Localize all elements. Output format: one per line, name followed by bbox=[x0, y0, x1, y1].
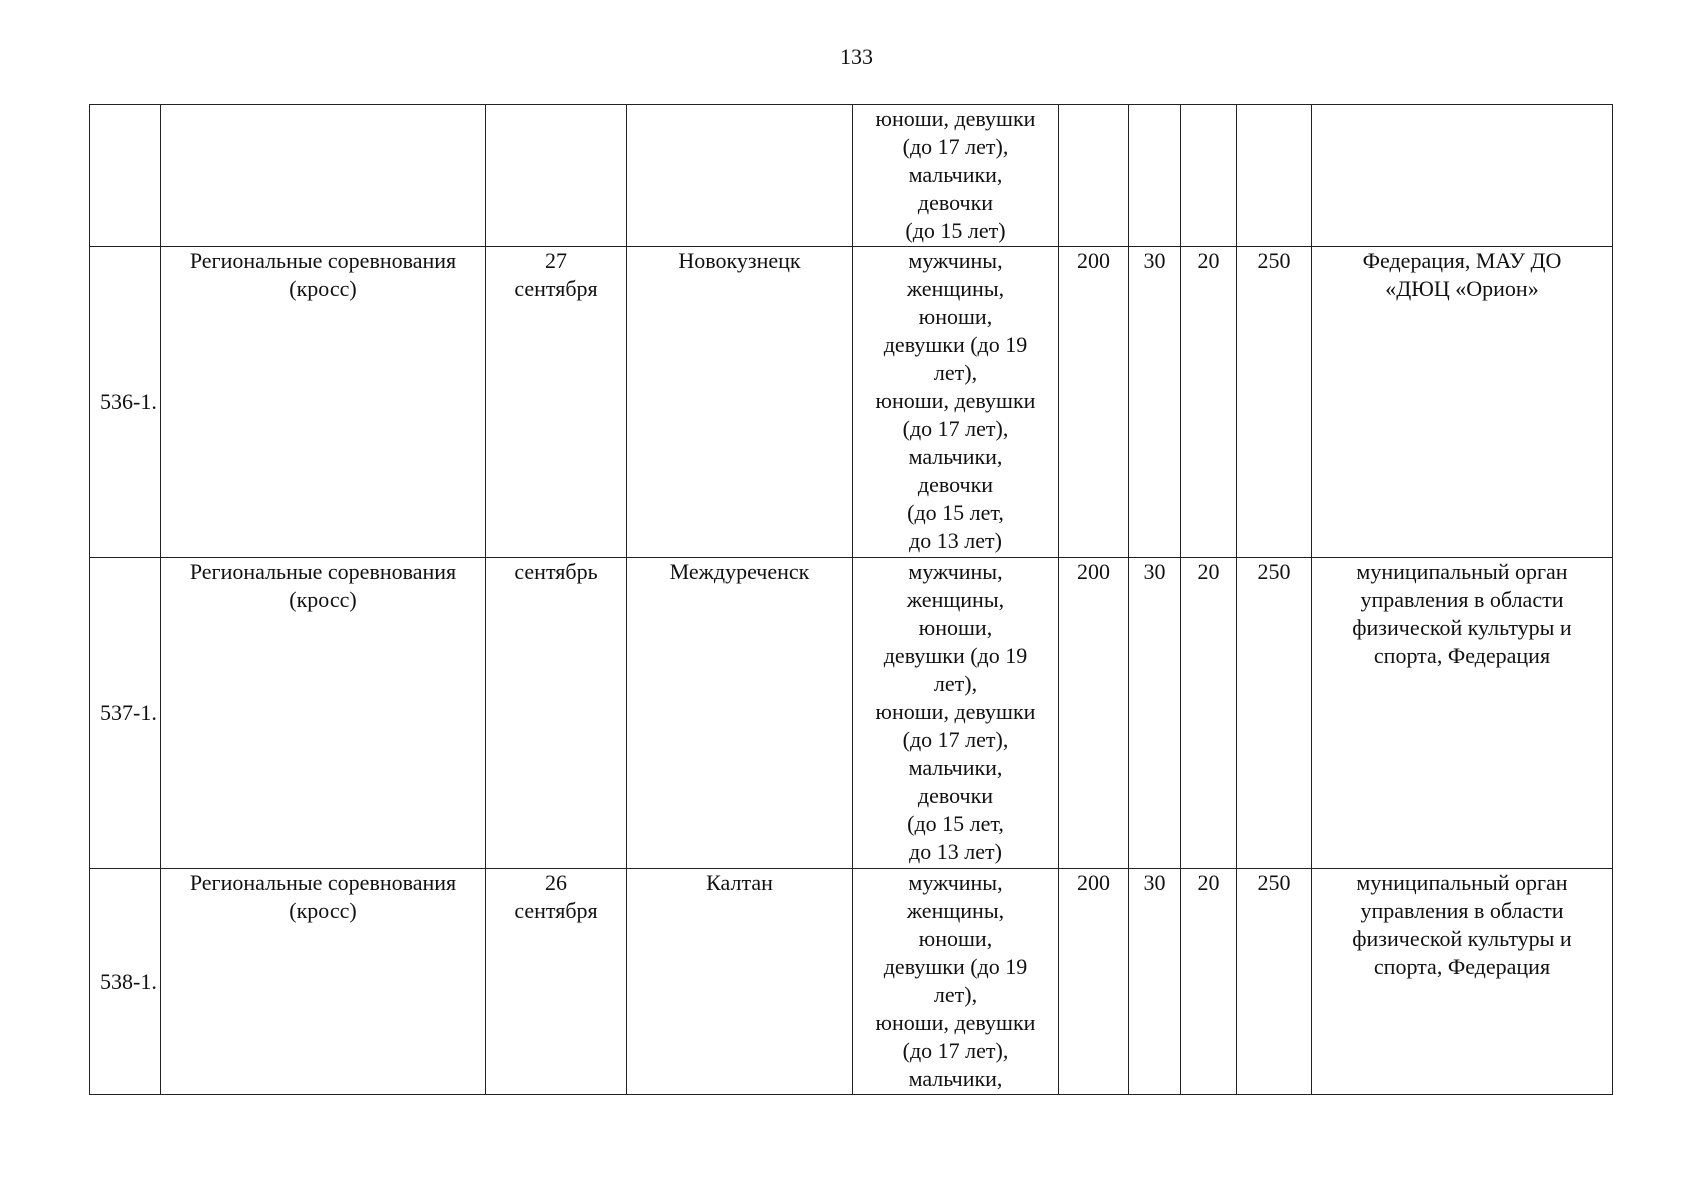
date-cell bbox=[486, 869, 627, 1095]
count-cell: 30 bbox=[1129, 869, 1181, 1095]
participants-line: лет), bbox=[933, 982, 978, 1007]
participants-line: (до 17 лет), bbox=[902, 134, 1009, 159]
organizer-cell bbox=[1312, 869, 1613, 1095]
table-row bbox=[90, 869, 1613, 1095]
organizer-line: физической культуры и bbox=[1352, 926, 1572, 951]
participants-line: девочки bbox=[917, 472, 994, 497]
participants-cell bbox=[853, 247, 1059, 558]
date-line: 27 bbox=[545, 248, 567, 273]
organizer-cell bbox=[1312, 558, 1613, 869]
participants-line: девушки (до 19 bbox=[883, 643, 1028, 668]
event-cell bbox=[161, 869, 486, 1095]
date-cell bbox=[486, 105, 627, 247]
participants-line: юноши, девушки bbox=[875, 106, 1036, 131]
organizer-line: «ДЮЦ «Орион» bbox=[1385, 276, 1539, 301]
table-row bbox=[90, 558, 1613, 869]
location-cell: Междуреченск bbox=[627, 558, 853, 869]
location-cell: Калтан bbox=[627, 869, 853, 1095]
number-cell: 538-1. bbox=[90, 869, 161, 1095]
participants-line: девушки (до 19 bbox=[883, 954, 1028, 979]
participants-line: девочки bbox=[917, 783, 994, 808]
participants-line: мальчики, bbox=[908, 1066, 1003, 1091]
count-cell bbox=[1059, 105, 1129, 247]
participants-line: мужчины, bbox=[908, 559, 1003, 584]
participants-line: женщины, bbox=[906, 898, 1005, 923]
participants-line: лет), bbox=[933, 360, 978, 385]
participants-line: мальчики, bbox=[908, 444, 1003, 469]
organizer-line: спорта, Федерация bbox=[1373, 954, 1551, 979]
count-cell: 30 bbox=[1129, 558, 1181, 869]
event-line: (кросс) bbox=[289, 276, 357, 301]
organizer-line: спорта, Федерация bbox=[1373, 643, 1551, 668]
location-cell bbox=[627, 105, 853, 247]
count-cell: 250 bbox=[1237, 869, 1312, 1095]
organizer-line: управления в области bbox=[1360, 587, 1564, 612]
participants-line: (до 15 лет, bbox=[907, 500, 1004, 525]
organizer-cell bbox=[1312, 247, 1613, 558]
date-cell bbox=[486, 558, 627, 869]
count-cell: 20 bbox=[1181, 869, 1237, 1095]
count-cell: 200 bbox=[1059, 247, 1129, 558]
organizer-cell bbox=[1312, 105, 1613, 247]
count-cell bbox=[1129, 105, 1181, 247]
organizer-line: муниципальный орган bbox=[1356, 870, 1568, 895]
participants-line: мужчины, bbox=[908, 248, 1003, 273]
event-line: Региональные соревнования bbox=[189, 559, 457, 584]
count-cell: 20 bbox=[1181, 558, 1237, 869]
event-cell bbox=[161, 247, 486, 558]
participants-line: (до 17 лет), bbox=[902, 727, 1009, 752]
participants-cell bbox=[853, 558, 1059, 869]
participants-line: до 13 лет) bbox=[909, 839, 1002, 864]
participants-line: до 13 лет) bbox=[909, 528, 1002, 553]
events-table bbox=[89, 104, 1613, 1095]
participants-line: мальчики, bbox=[908, 162, 1003, 187]
event-line: Региональные соревнования bbox=[189, 248, 457, 273]
participants-line: (до 15 лет, bbox=[907, 811, 1004, 836]
number-cell bbox=[90, 105, 161, 247]
number-cell: 536-1. bbox=[90, 247, 161, 558]
participants-cell bbox=[853, 105, 1059, 247]
participants-line: девочки bbox=[917, 190, 994, 215]
event-line: (кросс) bbox=[289, 587, 357, 612]
participants-line: юноши, девушки bbox=[875, 388, 1036, 413]
organizer-line: муниципальный орган bbox=[1356, 559, 1568, 584]
participants-line: (до 17 лет), bbox=[902, 416, 1009, 441]
participants-line: юноши, девушки bbox=[875, 699, 1036, 724]
participants-line: женщины, bbox=[906, 587, 1005, 612]
participants-line: (до 15 лет) bbox=[905, 218, 1006, 243]
participants-cell bbox=[853, 869, 1059, 1095]
event-line: (кросс) bbox=[289, 898, 357, 923]
organizer-line: управления в области bbox=[1360, 898, 1564, 923]
organizer-line: физической культуры и bbox=[1352, 615, 1572, 640]
organizer-line: Федерация, МАУ ДО bbox=[1362, 248, 1562, 273]
location-cell: Новокузнецк bbox=[627, 247, 853, 558]
count-cell: 20 bbox=[1181, 247, 1237, 558]
number-cell: 537-1. bbox=[90, 558, 161, 869]
count-cell: 250 bbox=[1237, 247, 1312, 558]
participants-line: девушки (до 19 bbox=[883, 332, 1028, 357]
count-cell: 250 bbox=[1237, 558, 1312, 869]
participants-line: юноши, bbox=[918, 304, 993, 329]
date-line: 26 bbox=[545, 870, 567, 895]
participants-line: юноши, bbox=[918, 926, 993, 951]
participants-line: мужчины, bbox=[908, 870, 1003, 895]
count-cell bbox=[1237, 105, 1312, 247]
participants-line: мальчики, bbox=[908, 755, 1003, 780]
event-line: Региональные соревнования bbox=[189, 870, 457, 895]
participants-line: лет), bbox=[933, 671, 978, 696]
event-cell bbox=[161, 105, 486, 247]
table-row bbox=[90, 247, 1613, 558]
event-cell bbox=[161, 558, 486, 869]
participants-line: юноши, девушки bbox=[875, 1010, 1036, 1035]
count-cell bbox=[1181, 105, 1237, 247]
participants-line: (до 17 лет), bbox=[902, 1038, 1009, 1063]
date-cell bbox=[486, 247, 627, 558]
date-line: сентябрь bbox=[514, 559, 598, 584]
participants-line: женщины, bbox=[906, 276, 1005, 301]
count-cell: 200 bbox=[1059, 869, 1129, 1095]
count-cell: 30 bbox=[1129, 247, 1181, 558]
page-number: 133 bbox=[840, 44, 873, 69]
date-line: сентября bbox=[514, 898, 598, 923]
table-row bbox=[90, 105, 1613, 247]
participants-line: юноши, bbox=[918, 615, 993, 640]
count-cell: 200 bbox=[1059, 558, 1129, 869]
date-line: сентября bbox=[514, 276, 598, 301]
